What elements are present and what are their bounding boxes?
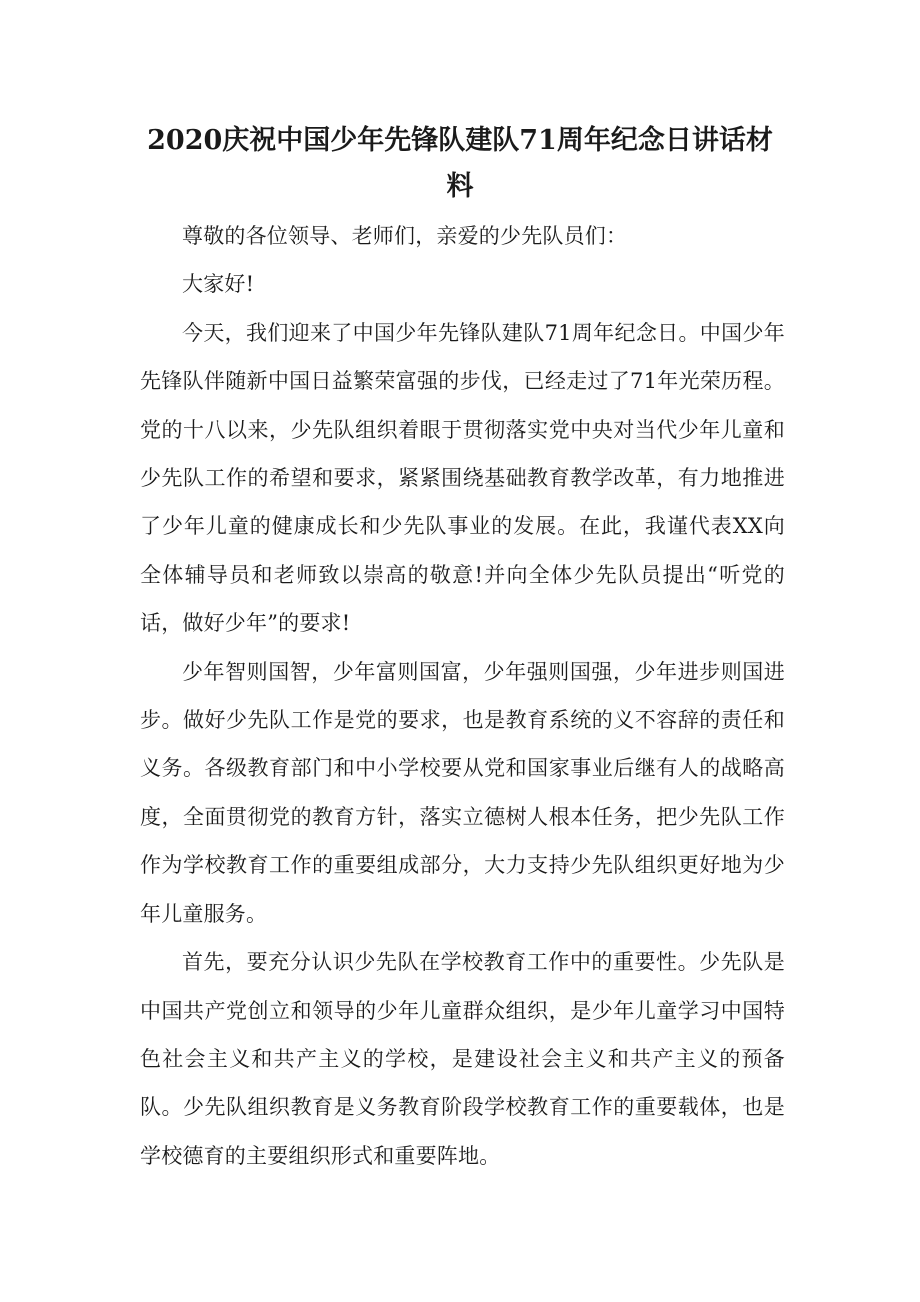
document-title: 2020庆祝中国少年先锋队建队71周年纪念日讲话材料 [147,125,773,202]
document-body [140,212,785,1180]
body-paragraph: 今天，我们迎来了中国少年先锋队建队71周年纪念日。中国少年先锋队伴随新中国日益繁荣富强的步伐，已经走过了71年光荣历程。党的十八以来，少先队组织着眼于贯彻落实党中央对当代少年儿童和少先队工作的希望和要求，紧紧围绕基础教育教学改革，有力地推进了少年儿童的健康成长和少先队事业的发展。在此，我谨代表XX向全体辅导员和老师致以崇高的敬意!并向全体少先队员提出“听党的话，做好少年”的要求! [140,320,785,636]
body-paragraph: 首先，要充分认识少先队在学校教育工作中的重要性。少先队是中国共产党创立和领导的少年儿童群众组织，是少年儿童学习中国特色社会主义和共产主义的学校，是建设社会主义和共产主义的预备队。少先队组织教育是义务教育阶段学校教育工作的重要载体，也是学校德育的主要组织形式和重要阵地。 [140,950,785,1168]
greeting-paragraph: 大家好! [182,272,255,297]
salutation-paragraph: 尊敬的各位领导、老师们，亲爱的少先队员们： [182,224,628,248]
body-paragraph: 少年智则国智，少年富则国富，少年强则国强，少年进步则国进步。做好少先队工作是党的要求，也是教育系统的义不容辞的责任和义务。各级教育部门和中小学校要从党和国家事业后继有人的战略高度，全面贯彻党的教育方针，落实立德树人根本任务，把少先队工作作为学校教育工作的重要组成部分，大力支持少先队组织更好地为少年儿童服务。 [140,659,785,926]
